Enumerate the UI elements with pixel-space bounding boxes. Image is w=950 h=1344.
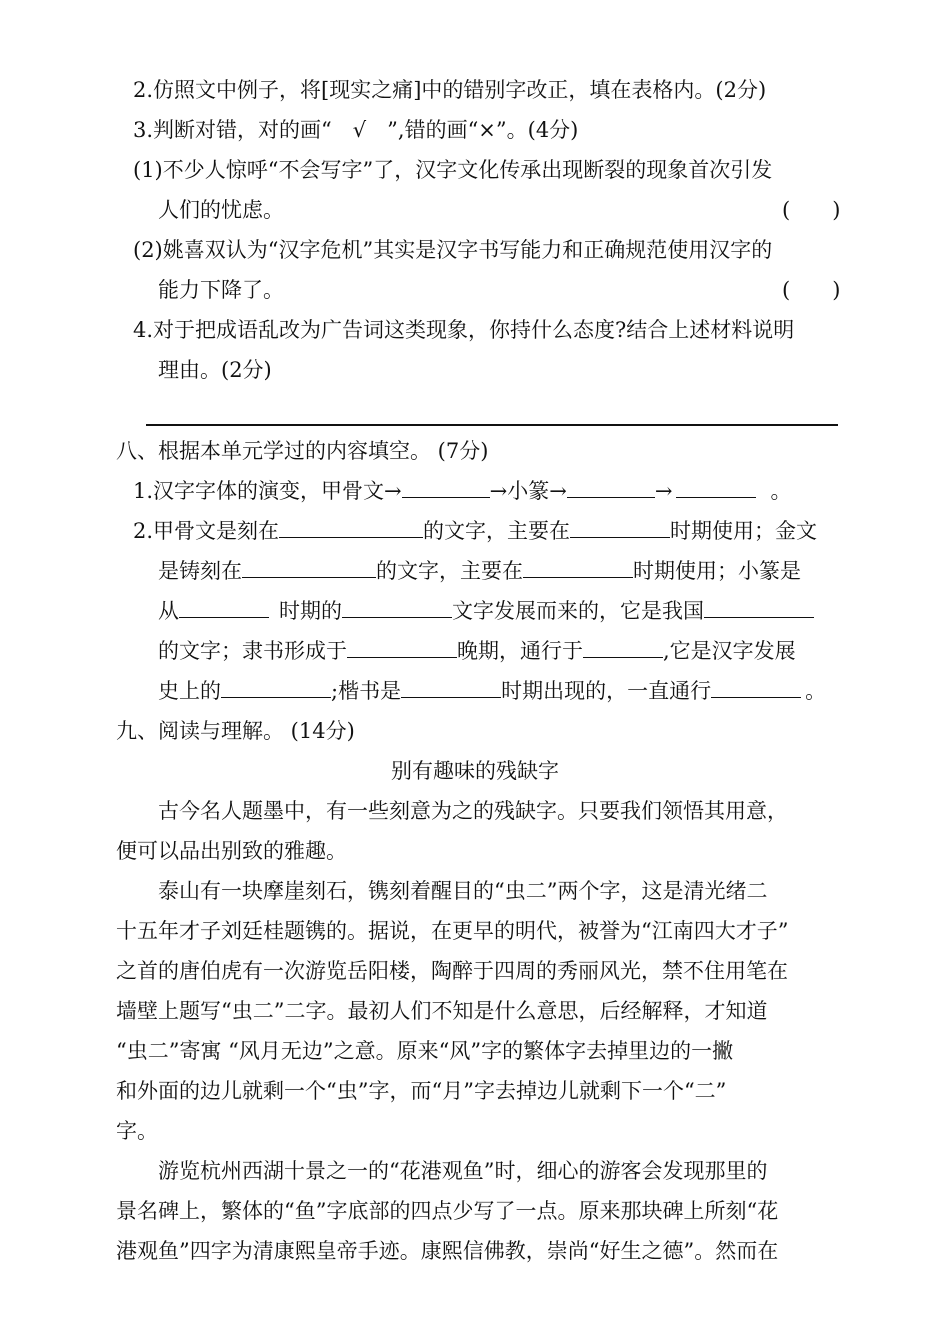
q8-l2-a: 2.甲骨文是刻在 bbox=[133, 519, 280, 543]
fill-blank[interactable] bbox=[342, 597, 452, 618]
fill-blank[interactable] bbox=[401, 677, 501, 698]
q8-l5-c: ,它是汉字发展 bbox=[663, 639, 796, 663]
fill-blank[interactable] bbox=[583, 637, 663, 658]
fill-blank[interactable] bbox=[523, 557, 633, 578]
q8-line3 bbox=[158, 557, 801, 585]
passage-p3-line2: 景名碑上，繁体的“鱼”字底部的四点少写了一点。原来那块碑上所刻“花 bbox=[116, 1199, 779, 1223]
q7-item3-1-line1: (1)不少人惊呼“不会写字”了，汉字文化传承出现断裂的现象首次引发 bbox=[133, 158, 773, 182]
passage-p3-line3: 港观鱼”四字为清康熙皇帝手迹。康熙信佛教，崇尚“好生之德”。然而在 bbox=[116, 1239, 779, 1263]
passage-p1-line2: 便可以品出别致的雅趣。 bbox=[116, 839, 347, 863]
q8-l3-a: 是铸刻在 bbox=[158, 559, 242, 583]
passage-p2-line2: 十五年才子刘廷桂题镌的。据说，在更早的明代，被誉为“江南四大才子” bbox=[116, 919, 789, 943]
q8-l4-c: 文字发展而来的，它是我国 bbox=[452, 599, 704, 623]
q8-line4 bbox=[158, 597, 814, 625]
q8-l1-d: 。 bbox=[770, 479, 792, 503]
q8-l1-a: 1.汉字字体的演变，甲骨文→ bbox=[133, 479, 402, 503]
q8-l5-a: 的文字；隶书形成于 bbox=[158, 639, 347, 663]
fill-blank[interactable] bbox=[567, 477, 655, 498]
fill-blank[interactable] bbox=[221, 677, 331, 698]
q8-l6-b: ;楷书是 bbox=[331, 679, 402, 703]
fill-blank[interactable] bbox=[402, 477, 490, 498]
q8-l6-d: 。 bbox=[805, 679, 827, 703]
passage-p2-line4: 墙壁上题写“虫二”二字。最初人们不知是什么意思，后经解释，才知道 bbox=[116, 999, 768, 1023]
q7-item2: 2.仿照文中例子，将[现实之痛]中的错别字改正，填在表格内。(2分) bbox=[133, 78, 767, 102]
passage-p2-line1: 泰山有一块摩崖刻石，镌刻着醒目的“虫二”两个字，这是清光绪二 bbox=[158, 879, 768, 903]
q7-item4-line1: 4.对于把成语乱改为广告词这类现象，你持什么态度?结合上述材料说明 bbox=[133, 318, 795, 342]
fill-blank[interactable] bbox=[347, 637, 457, 658]
q8-line5 bbox=[158, 637, 796, 665]
q8-l6-c: 时期出现的，一直通行 bbox=[501, 679, 712, 703]
passage-p2-line7: 字。 bbox=[116, 1119, 158, 1143]
q8-l1-c: → bbox=[654, 479, 673, 503]
q8-l1-b: →小篆→ bbox=[489, 479, 567, 503]
answer-line[interactable] bbox=[146, 424, 838, 426]
q9-heading: 九、阅读与理解。 (14分) bbox=[116, 719, 355, 743]
fill-blank[interactable] bbox=[676, 477, 756, 498]
q7-item3-2-line2: 能力下降了。 bbox=[158, 278, 284, 302]
q8-l3-c: 时期使用；小篆是 bbox=[633, 559, 801, 583]
q8-l4-a: 从 bbox=[158, 599, 179, 623]
fill-blank[interactable] bbox=[570, 517, 670, 538]
q8-l2-b: 的文字，主要在 bbox=[423, 519, 571, 543]
fill-blank[interactable] bbox=[242, 557, 376, 578]
q8-l2-c: 时期使用；金文 bbox=[670, 519, 818, 543]
q7-item4-line2: 理由。(2分) bbox=[158, 358, 272, 382]
q7-item3-2-line1: (2)姚喜双认为“汉字危机”其实是汉字书写能力和正确规范使用汉字的 bbox=[133, 238, 773, 262]
q8-l3-b: 的文字，主要在 bbox=[376, 559, 523, 583]
q8-line1 bbox=[133, 477, 791, 505]
q8-l5-b: 晚期，通行于 bbox=[457, 639, 583, 663]
fill-blank[interactable] bbox=[711, 677, 801, 698]
answer-paren-1[interactable]: ( ) bbox=[782, 198, 841, 222]
passage-p2-line5: “虫二”寄寓 “风月无边”之意。原来“风”字的繁体字去掉里边的一撇 bbox=[116, 1039, 734, 1063]
q8-line6 bbox=[158, 677, 826, 705]
passage-p1-line1: 古今名人题墨中，有一些刻意为之的残缺字。只要我们领悟其用意， bbox=[158, 799, 788, 823]
q8-l6-a: 史上的 bbox=[158, 679, 221, 703]
passage-p2-line6: 和外面的边儿就剩一个“虫”字，而“月”字去掉边儿就剩下一个“二” bbox=[116, 1079, 727, 1103]
answer-paren-2[interactable]: ( ) bbox=[782, 278, 841, 302]
q8-line2 bbox=[133, 517, 817, 545]
passage-p3-line1: 游览杭州西湖十景之一的“花港观鱼”时，细心的游客会发现那里的 bbox=[158, 1159, 768, 1183]
fill-blank[interactable] bbox=[279, 517, 423, 538]
passage-p2-line3: 之首的唐伯虎有一次游览岳阳楼，陶醉于四周的秀丽风光，禁不住用笔在 bbox=[116, 959, 788, 983]
q7-item3: 3.判断对错，对的画“ √ ”,错的画“×”。(4分) bbox=[133, 118, 579, 142]
q8-heading: 八、根据本单元学过的内容填空。 (7分) bbox=[116, 439, 489, 463]
q7-item3-1-line2: 人们的忧虑。 bbox=[158, 198, 284, 222]
q8-l4-b: 时期的 bbox=[279, 599, 342, 623]
passage-title: 别有趣味的残缺字 bbox=[391, 759, 559, 783]
fill-blank[interactable] bbox=[704, 597, 814, 618]
fill-blank[interactable] bbox=[179, 597, 269, 618]
